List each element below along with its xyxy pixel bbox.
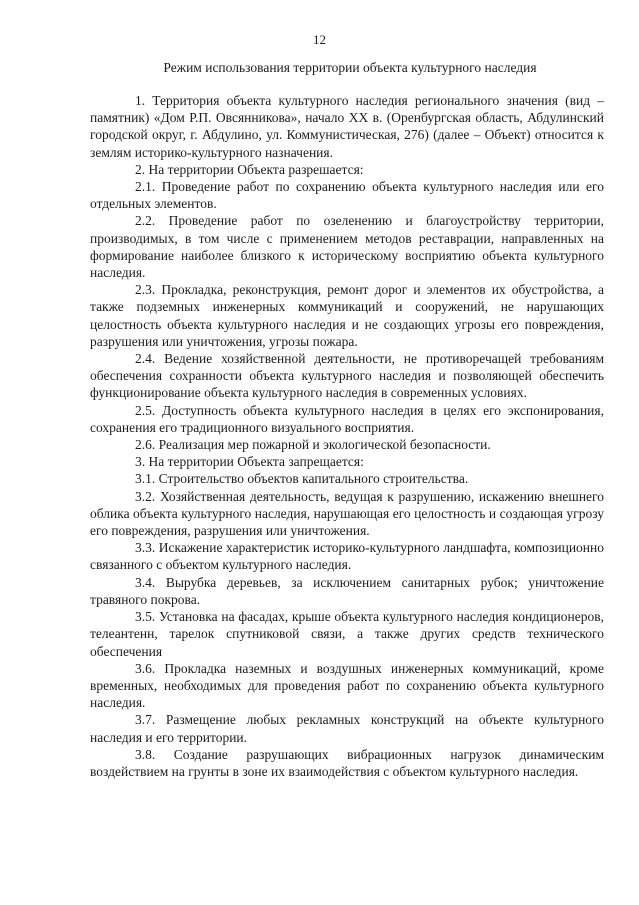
page-number: 12 — [313, 32, 326, 47]
document-title: Режим использования территории объекта культурного наследия — [163, 60, 537, 75]
paragraph-1: 1. Территория объекта культурного наследия регионального значения (вид – памятник) «Дом Р.П. Овсянникова», начало XX в. (Оренбургская область, Абдулинский городской округ, г. Абдулино, ул. Коммунистическая, 276) (далее – Объект) относится к землям историко-культурного назначения. — [90, 93, 604, 160]
paragraph-3-8: 3.8. Создание разрушающих вибрационных нагрузок динамическим воздействием на грунты в зоне их взаимодействия с объектом культурного наследия. — [90, 746, 604, 779]
paragraph-3-4: 3.4. Вырубка деревьев, за исключением санитарных рубок; уничтожение травяного покрова. — [90, 574, 604, 607]
paragraph-2-1: 2.1. Проведение работ по сохранению объекта культурного наследия или его отдельных элементов. — [90, 179, 604, 212]
paragraph-3-5: 3.5. Установка на фасадах, крыше объекта культурного наследия кондиционеров, телеантенн, тарелок спутниковой связи, а также других средств технического обеспечения — [90, 609, 604, 659]
paragraph-2-6: 2.6. Реализация мер пожарной и экологической безопасности. — [135, 437, 491, 453]
paragraph-2-2: 2.2. Проведение работ по озеленению и благоустройству территории, производимых, в том числе с применением методов реставрации, направленных на формирование наиболее близкого к историческому восприятию объекта культурного наследия. — [90, 213, 604, 281]
paragraph-3-2: 3.2. Хозяйственная деятельность, ведущая к разрушению, искажению внешнего облика объекта культурного наследия, нарушающая его целостность и создающая угрозу его повреждения, разрушения или уничтожения. — [90, 488, 604, 539]
document-body — [90, 92, 604, 780]
paragraph-3-3: 3.3. Искажение характеристик историко-культурного ландшафта, композиционно связанного с объектом культурного наследия. — [90, 540, 604, 573]
paragraph-3-6: 3.6. Прокладка наземных и воздушных инженерных коммуникаций, кроме временных, необходимых для проведения работ по сохранению объекта культурного наследия. — [90, 660, 604, 711]
paragraph-2-4: 2.4. Ведение хозяйственной деятельности, не противоречащей требованиям обеспечения сохранности объекта культурного наследия и позволяющей обеспечить функционирование объекта культурного наследия в современных условиях. — [90, 351, 604, 401]
paragraph-3-1: 3.1. Строительство объектов капитального строительства. — [135, 471, 469, 487]
paragraph-3: 3. На территории Объекта запрещается: — [135, 454, 364, 470]
paragraph-2-3: 2.3. Прокладка, реконструкция, ремонт дорог и элементов их обустройства, а также подземных инженерных коммуникаций и сооружений, не нарушающих целостность объекта культурного наследия и не создающих угрозы его повреждения, разрушения или уничтожения, угрозы пожара. — [90, 282, 604, 349]
paragraph-3-7: 3.7. Размещение любых рекламных конструкций на объекте культурного наследия и его территории. — [90, 712, 604, 745]
paragraph-2-5: 2.5. Доступность объекта культурного наследия в целях его экспонирования, сохранения его традиционного визуального восприятия. — [90, 402, 604, 435]
paragraph-2: 2. На территории Объекта разрешается: — [135, 161, 364, 177]
